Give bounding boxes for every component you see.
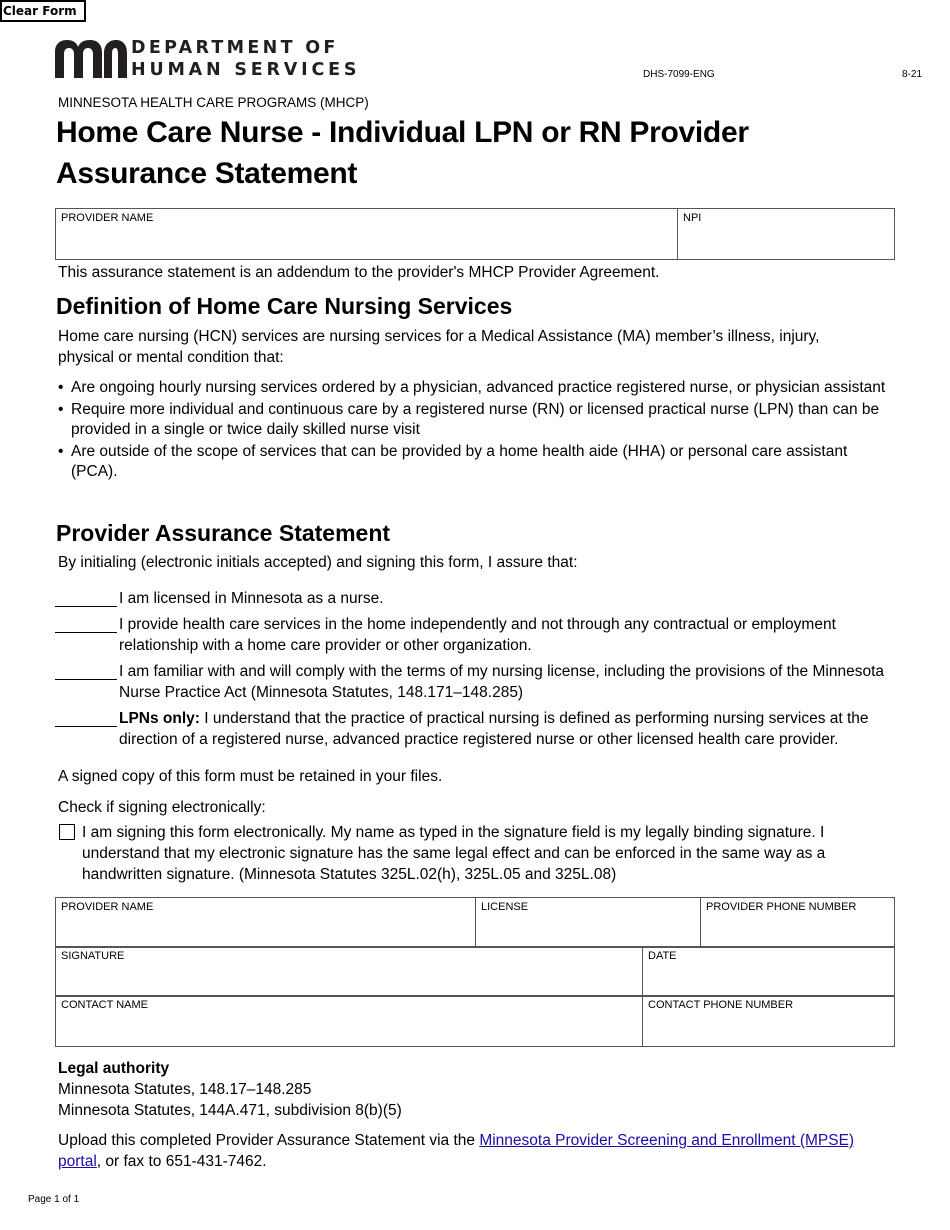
provider-name-2-input[interactable] bbox=[61, 917, 470, 932]
date-cell[interactable] bbox=[643, 947, 895, 997]
initial-field-1[interactable] bbox=[55, 592, 117, 607]
contact-name-input[interactable] bbox=[61, 1015, 637, 1030]
logo-line-1: DEPARTMENT OF bbox=[131, 38, 339, 58]
definition-heading: Definition of Home Care Nursing Services bbox=[56, 293, 513, 319]
provider-phone-label: PROVIDER PHONE NUMBER bbox=[706, 901, 857, 913]
initial-field-4[interactable] bbox=[55, 712, 117, 727]
assurance-intro: By initialing (electronic initials accepted) and signing this form, I assure that: bbox=[58, 554, 578, 571]
assurance-heading: Provider Assurance Statement bbox=[56, 520, 391, 546]
assurance-item-2 bbox=[55, 614, 895, 658]
legal-heading: Legal authority bbox=[58, 1060, 170, 1077]
upload-prefix: Upload this completed Provider Assurance Statement via the bbox=[58, 1132, 480, 1149]
assurance-text-4 bbox=[119, 708, 895, 750]
provider-info-table bbox=[55, 208, 895, 260]
license-input[interactable] bbox=[481, 917, 695, 932]
assurance-item-3 bbox=[55, 661, 895, 705]
npi-cell[interactable] bbox=[678, 209, 895, 260]
mn-logo-mark-icon bbox=[55, 38, 127, 82]
contact-name-cell[interactable] bbox=[56, 996, 643, 1047]
signature-table-row-1 bbox=[55, 897, 895, 948]
legal-line-2: Minnesota Statutes, 144A.471, subdivision 8(b)(5) bbox=[58, 1102, 402, 1119]
provider-name-cell[interactable] bbox=[56, 209, 678, 260]
department-name bbox=[131, 38, 360, 80]
list-item: • Are ongoing hourly nursing services ordered by a physician, advanced practice registered nurse, or physician assistant bbox=[57, 378, 897, 398]
esign-checkbox[interactable] bbox=[59, 824, 75, 840]
legal-line-1: Minnesota Statutes, 148.17–148.285 bbox=[58, 1081, 312, 1098]
definition-list bbox=[57, 378, 897, 484]
signature-input[interactable] bbox=[61, 966, 637, 981]
date-label: DATE bbox=[648, 950, 677, 962]
list-item: • Require more individual and continuous care by a registered nurse (RN) or licensed practical nurse (LPN) than can be provided in a single or twice daily skilled nurse visit bbox=[57, 400, 897, 440]
contact-name-label: CONTACT NAME bbox=[61, 999, 148, 1011]
mpse-portal-link[interactable]: Minnesota Provider Screening and Enrollment (MPSE) portal bbox=[58, 1132, 855, 1170]
revision-date: 8-21 bbox=[902, 69, 923, 80]
list-item: • Are outside of the scope of services that can be provided by a home health aide (HHA) or personal care assistant (PCA). bbox=[57, 442, 897, 482]
assurance-text-3: I am familiar with and will comply with the terms of my nursing license, including the provisions of the Minnesota Nurse Practice Act (Minnesota Statutes, 148.171–148.285) bbox=[119, 663, 884, 701]
initial-field-2[interactable] bbox=[55, 618, 117, 633]
upload-suffix: , or fax to 651-431-7462. bbox=[96, 1153, 267, 1170]
signature-table-row-3 bbox=[55, 995, 895, 1047]
upload-text bbox=[58, 1130, 888, 1172]
contact-phone-input[interactable] bbox=[648, 1015, 889, 1030]
signature-cell[interactable] bbox=[56, 947, 643, 997]
provider-name-2-cell[interactable] bbox=[56, 898, 476, 948]
check-label: Check if signing electronically: bbox=[58, 799, 266, 816]
assurance-item-1 bbox=[55, 588, 895, 612]
lpn-text: I understand that the practice of practical nursing is defined as performing nursing services at the direction of a registered nurse, advanced practice registered nurse or other licensed health care provider. bbox=[119, 710, 869, 748]
date-input[interactable] bbox=[648, 966, 889, 981]
license-cell[interactable] bbox=[476, 898, 701, 948]
form-id: DHS-7099-ENG bbox=[643, 69, 715, 80]
retain-text: A signed copy of this form must be retained in your files. bbox=[58, 768, 443, 785]
page-number: Page 1 of 1 bbox=[28, 1194, 80, 1205]
provider-phone-cell[interactable] bbox=[701, 898, 895, 948]
signature-label: SIGNATURE bbox=[61, 950, 125, 962]
program-name: MINNESOTA HEALTH CARE PROGRAMS (MHCP) bbox=[58, 95, 369, 110]
assurance-text-2: I provide health care services in the home independently and not through any contractual or employment relationship with a home care provider or other organization. bbox=[119, 616, 836, 654]
clear-form-button[interactable]: Clear Form bbox=[0, 0, 86, 22]
contact-phone-cell[interactable] bbox=[643, 996, 895, 1047]
lpn-label: LPNs only: bbox=[119, 710, 200, 727]
provider-name-2-label: PROVIDER NAME bbox=[61, 901, 154, 913]
npi-label: NPI bbox=[683, 212, 702, 224]
initial-field-3[interactable] bbox=[55, 665, 117, 680]
page-title: Home Care Nurse - Individual LPN or RN Provider Assurance Statement bbox=[56, 116, 749, 190]
definition-text: Home care nursing (HCN) services are nursing services for a Medical Assistance (MA) member’s illness, injury, physical or mental condition that: bbox=[58, 328, 820, 366]
contact-phone-label: CONTACT PHONE NUMBER bbox=[648, 999, 794, 1011]
provider-name-label: PROVIDER NAME bbox=[61, 212, 154, 224]
signature-table-row-2 bbox=[55, 946, 895, 997]
intro-text: This assurance statement is an addendum to the provider's MHCP Provider Agreement. bbox=[58, 264, 660, 281]
npi-input[interactable] bbox=[683, 228, 889, 243]
assurance-text-1: I am licensed in Minnesota as a nurse. bbox=[119, 590, 384, 607]
provider-name-input[interactable] bbox=[61, 228, 672, 243]
esign-text: I am signing this form electronically. My name as typed in the signature field is my legally binding signature. I understand that my electronic signature has the same legal effect and can be enforced in the same way as a handwritten signature. (Minnesota Statutes 325L.02(h), 325L.05 and 325L.08) bbox=[82, 824, 826, 883]
provider-phone-input[interactable] bbox=[706, 917, 889, 932]
logo-line-2: HUMAN SERVICES bbox=[131, 60, 361, 80]
license-label: LICENSE bbox=[481, 901, 529, 913]
assurance-item-4 bbox=[55, 708, 895, 752]
